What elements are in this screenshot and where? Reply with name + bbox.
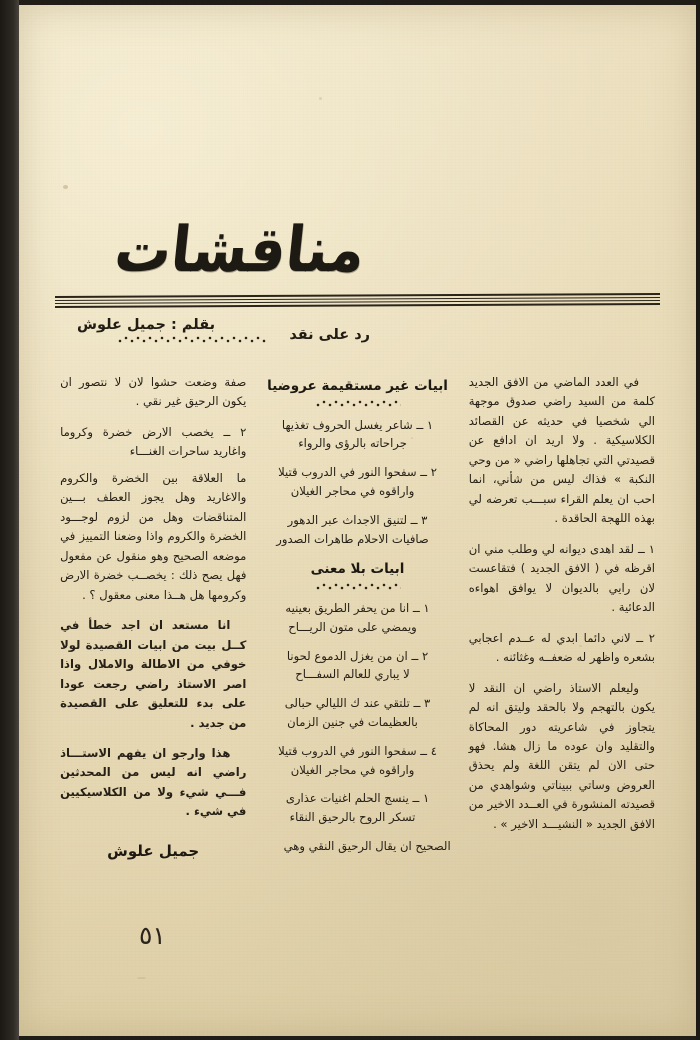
verse-item bbox=[264, 463, 450, 501]
verse-item bbox=[264, 694, 450, 732]
author-signature: جميل علوش bbox=[107, 841, 200, 860]
verse-line: ١ ــ ينسج الحلم اغنيات عذارى bbox=[285, 791, 430, 806]
page-number: ٥١ bbox=[139, 921, 166, 950]
verse-item bbox=[264, 599, 450, 637]
verse-line: جراحاته بالرؤى والرواء bbox=[298, 436, 407, 451]
paragraph: ما العلاقة بين الخضرة والكروم والاغاريد وهل يجوز العطف بـــين المتناقضات وهل من لزوم لوجـــود الخضرة والكروم واذا وضعنا التمييز في موضعه الصحيح وهو منقول عن مفعول فهل يصح ذلك : يخصــب خضرة الارض وكرومها هل هــذا معنى معقول ؟ . bbox=[60, 470, 247, 602]
verse-item bbox=[264, 511, 450, 549]
page-paper bbox=[19, 5, 696, 1036]
byline-squiggle-rule bbox=[117, 336, 267, 343]
verse-line: ١ ــ انا من يحفر الطريق بعينيه bbox=[285, 601, 430, 616]
paragraph-bold: هذا وارجو ان يفهم الاستـــاذ راضي انه ليس من المحدثين فـــي شيء ولا من الكلاسيكيين في شيء . bbox=[60, 745, 247, 819]
scan-edge-left bbox=[0, 0, 19, 1040]
editorial-note: الصحيح ان يقال الرحيق النقي وهي bbox=[283, 838, 451, 853]
paragraph-bold: انا مستعد ان اجد خطأ في كــل بيت من ابيات القصيدة لولا خوفي من الاطالة والاملال واذا اصر الاستاذ راضي رجعت عودا على بدء للتعليق على القصيدة من جديد . bbox=[60, 618, 247, 730]
column-right bbox=[460, 373, 664, 903]
paragraph: ١ ــ لقد اهدى ديوانه لي وطلب مني ان اقرظه في ( الافق الجديد ) فتقاعست لان رايي بالديوان لا يوافق اهواءه الدعائية . bbox=[468, 541, 655, 615]
article-columns bbox=[51, 373, 664, 903]
section-heading-1: ابيات غير مستقيمة عروضيا bbox=[267, 378, 448, 394]
verse-item bbox=[264, 416, 450, 454]
verse-item bbox=[264, 647, 450, 685]
verse-item bbox=[264, 789, 450, 827]
page-title: مناقشات bbox=[111, 214, 369, 287]
paragraph: ٢ ــ يخصب الارض خضرة وكروما واغاريد ساحرات الغنـــاء bbox=[60, 424, 247, 459]
verse-line: تسكر الروح بالرحيق النقاء bbox=[289, 810, 416, 825]
verse-item bbox=[264, 742, 450, 780]
page-content bbox=[19, 5, 696, 1036]
paragraph: وليعلم الاستاذ راضي ان النقد لا يكون بالتهجم ولا بالحقد وليتق انه لم يتجاوز في شاعريته دور المحاكاة والتقليد وان عوده ما زال هشا. فهو حتى الان لم يتقن اللغة ولم يحذق العروض وساتي ببيناتي وشواهدي من قصيدته المنشورة في العــدد الاخير من الافق الجديد « النشيـــد الاخير » . bbox=[468, 680, 655, 831]
verse-line: بالعظيمات في جنين الزمان bbox=[287, 714, 418, 729]
paragraph: صفة وضعت حشوا لان لا نتصور ان يكون الرحيق غير نقي . bbox=[60, 375, 247, 409]
scan-edge-bottom bbox=[0, 1036, 700, 1040]
scan-edge-right bbox=[696, 0, 700, 1040]
verse-line: ١ ــ شاعر يغسل الحروف تغذيها bbox=[281, 417, 434, 432]
verse-line: ٢ ــ ان من يغزل الدموع لحونا bbox=[286, 648, 429, 663]
verse-line: ٣ ــ تلتقي عند ك الليالي حبالى bbox=[284, 696, 431, 711]
masthead-rule bbox=[55, 296, 660, 309]
verse-line: ٢ ــ سفحوا النور في الدروب قتيلا bbox=[278, 465, 437, 480]
section-squiggle-rule bbox=[315, 583, 401, 590]
section-squiggle-rule bbox=[315, 400, 401, 407]
byline-row bbox=[55, 317, 660, 357]
paragraph: في العدد الماضي من الافق الجديد كلمة من السيد راضي صدوق موجهة الي شخصيا في حديثه عن القصائد الكلاسيكية . ولا اريد ان ادافع عن قصيدتي التي تجاهلها راضي « من وحي النكبة » فذاك ليس من شأني، انما احب ان يعلم القراء سبـــب تعرضه لي بهذه اللهجة الحاقدة . bbox=[468, 375, 655, 526]
section-heading-2: ابيات بلا معنى bbox=[310, 561, 405, 578]
verse-line: واراقوه في محاجر الغيلان bbox=[290, 484, 415, 499]
column-middle bbox=[255, 373, 459, 903]
article-kicker: رد على نقد bbox=[289, 327, 370, 343]
rule-line bbox=[55, 303, 660, 308]
column-left bbox=[51, 373, 255, 903]
masthead bbox=[55, 210, 660, 305]
byline-text: بقلم : جميل علوش bbox=[77, 317, 216, 333]
verse-line: ويمضي على متون الريـــاح bbox=[288, 619, 417, 634]
byline bbox=[77, 317, 267, 343]
verse-line: ٣ ــ لتنيق الاجداث عبر الدهور bbox=[287, 512, 428, 527]
verse-line: ٤ ــ سفحوا النور في الدروب قتيلا bbox=[278, 743, 437, 758]
verse-line: واراقوه في محاجر الغيلان bbox=[290, 762, 415, 777]
verse-line: صافيات الاحلام طاهرات الصدور bbox=[276, 531, 429, 546]
verse-line: لا يباري للعالم السفـــاح bbox=[295, 667, 410, 682]
paragraph: ٢ ــ لاني دائما ابدي له عــدم اعجابي بشعره واظهر له ضعفــه وغثائنه . bbox=[468, 630, 655, 665]
